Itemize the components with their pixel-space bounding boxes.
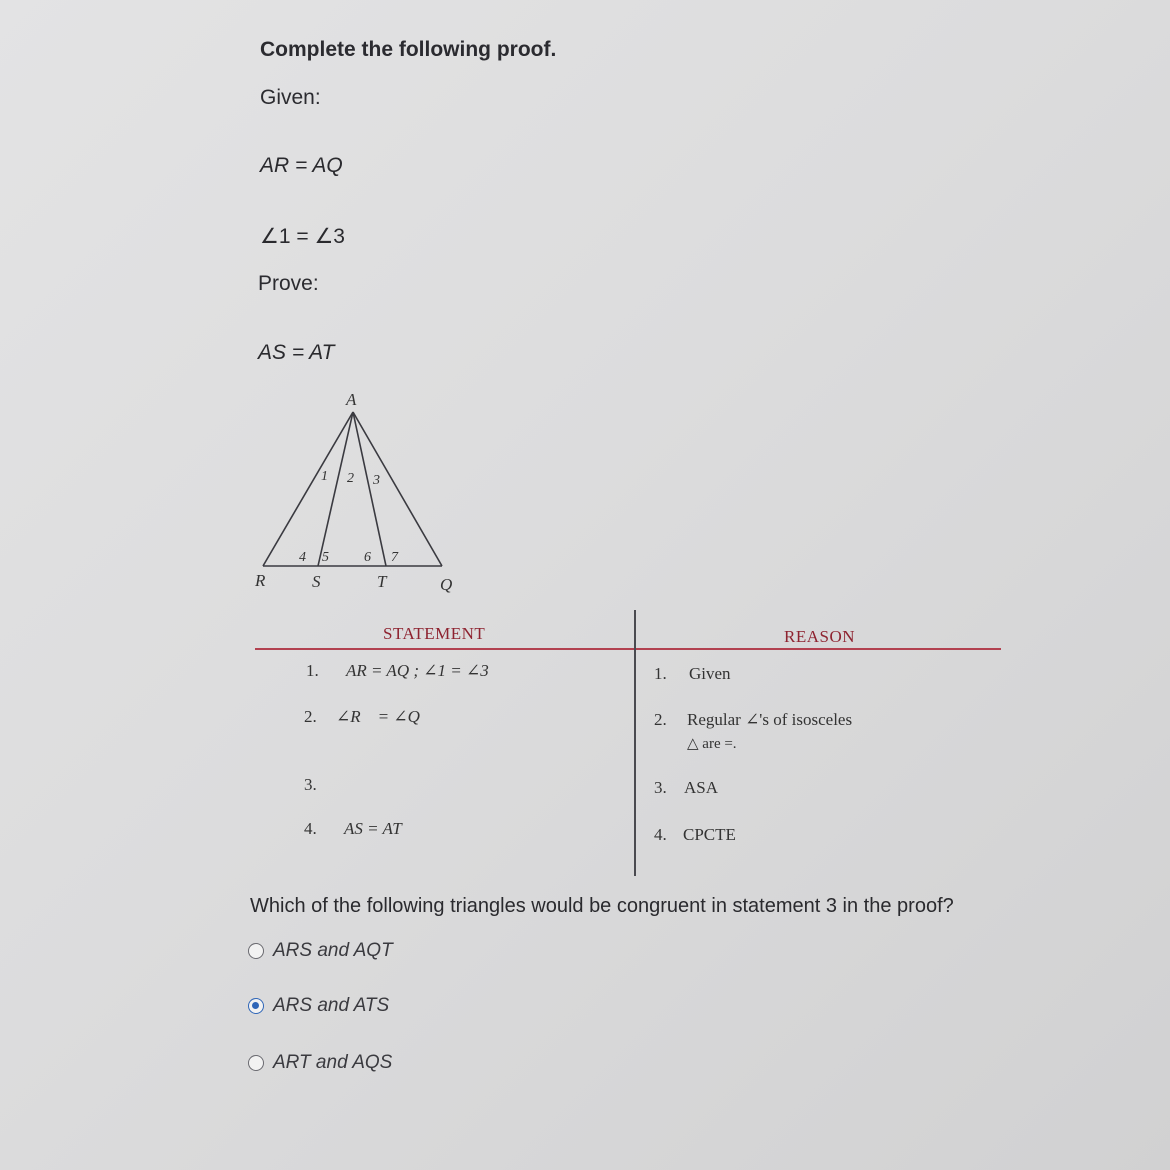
reason-text: CPCTE <box>683 825 736 844</box>
label-s: S <box>312 572 321 591</box>
angle-6: 6 <box>364 550 371 565</box>
triangle-diagram <box>240 380 480 600</box>
reason-text: Regular ∠'s of isosceles <box>687 710 853 729</box>
statement-text: ∠R = ∠Q <box>336 707 420 726</box>
statement-text: AS = AT <box>344 819 402 838</box>
reason-number: 2. <box>654 710 667 729</box>
statement-row-4 <box>304 819 402 839</box>
label-t: T <box>377 572 387 591</box>
prove-statement: AS = AT <box>258 341 335 364</box>
answer-option-label: ARS and AQT <box>273 940 393 961</box>
statement-header: STATEMENT <box>383 624 486 643</box>
reason-number: 4. <box>654 825 667 844</box>
statement-row-3 <box>304 775 332 795</box>
statement-text: AR = AQ ; ∠1 = ∠3 <box>346 661 489 680</box>
segment-as <box>318 412 353 566</box>
segment-at <box>353 412 386 566</box>
statement-row-2 <box>304 707 420 727</box>
reason-number: 1. <box>654 664 667 683</box>
prove-label: Prove: <box>258 272 319 295</box>
page-title: Complete the following proof. <box>260 38 557 61</box>
radio-button[interactable] <box>248 943 264 959</box>
given-label: Given: <box>260 86 321 109</box>
angle-3: 3 <box>373 473 380 488</box>
statement-number: 1. <box>306 661 319 680</box>
given-statement-2: ∠1 = ∠3 <box>260 225 345 248</box>
angle-2: 2 <box>347 471 354 486</box>
angle-7: 7 <box>391 550 398 565</box>
reason-header: REASON <box>784 627 856 646</box>
table-header-rule <box>255 648 1001 650</box>
radio-button[interactable] <box>248 1055 264 1071</box>
statement-number: 3. <box>304 775 317 794</box>
reason-row-2 <box>654 710 852 730</box>
reason-row-3 <box>654 778 718 798</box>
statement-number: 2. <box>304 707 317 726</box>
angle-5: 5 <box>322 550 329 565</box>
statement-row-1 <box>306 661 489 681</box>
side-ar <box>263 412 353 566</box>
answer-option-3[interactable] <box>248 1052 392 1074</box>
answer-option-1[interactable] <box>248 940 393 962</box>
reason-row-1 <box>654 664 731 684</box>
reason-row-4 <box>654 825 736 845</box>
reason-number: 3. <box>654 778 667 797</box>
label-q: Q <box>440 575 453 594</box>
answer-option-label: ART and AQS <box>273 1052 393 1073</box>
label-a: A <box>346 390 357 409</box>
given-statement-1: AR = AQ <box>260 154 343 177</box>
reason-text: ASA <box>684 778 719 797</box>
side-aq <box>353 412 442 566</box>
radio-button-selected[interactable] <box>248 998 264 1014</box>
answer-option-label: ARS and ATS <box>273 995 390 1016</box>
reason-row-2-continued: △ are =. <box>687 736 737 752</box>
label-r: R <box>255 571 266 590</box>
angle-4: 4 <box>299 550 306 565</box>
table-column-divider <box>634 610 636 876</box>
statement-number: 4. <box>304 819 317 838</box>
answer-option-2[interactable] <box>248 995 389 1017</box>
angle-1: 1 <box>321 469 328 484</box>
question-text: Which of the following triangles would be congruent in statement 3 in the proof? <box>250 895 954 917</box>
reason-text: Given <box>689 664 731 683</box>
